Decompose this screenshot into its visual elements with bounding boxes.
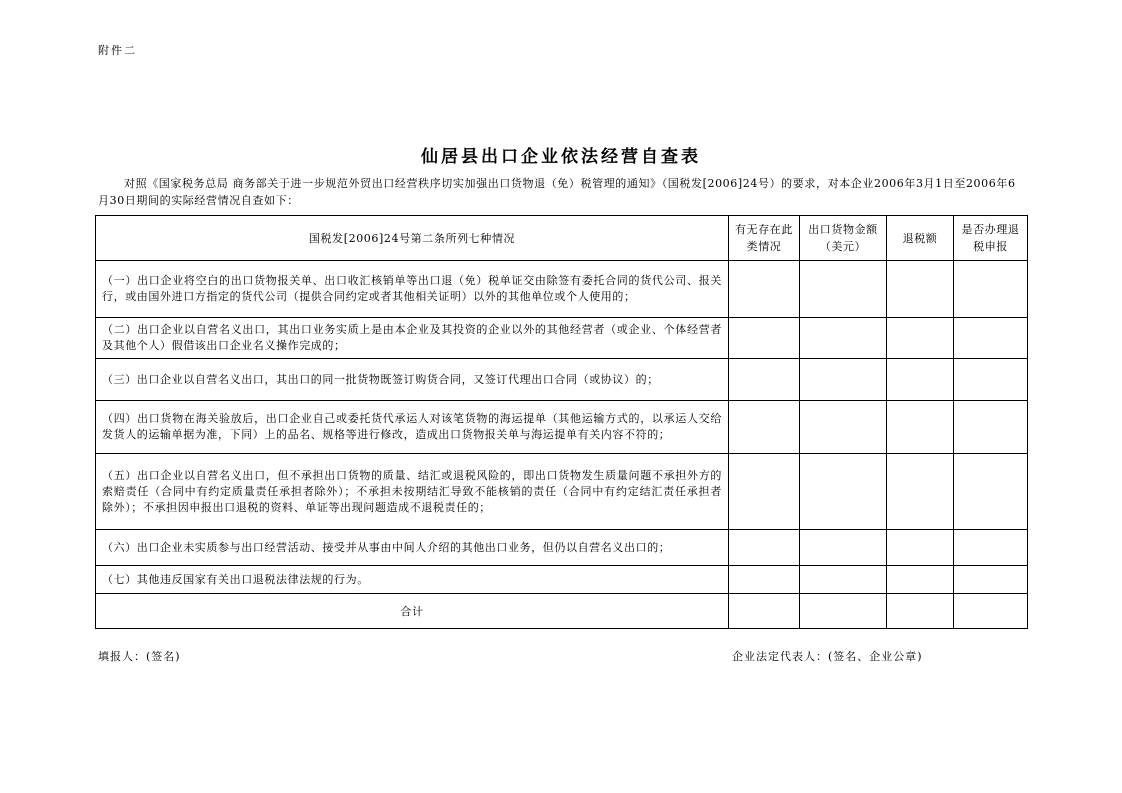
export-amount-cell[interactable]: [800, 454, 887, 530]
header-row: [96, 216, 1028, 261]
exists-cell[interactable]: [729, 454, 800, 530]
refund-amount-cell[interactable]: [887, 401, 954, 454]
export-amount-cell[interactable]: [800, 318, 887, 359]
export-amount-cell[interactable]: [800, 566, 887, 594]
filler-signature: 填报人：(签名): [98, 650, 181, 663]
header-exists: 有无存在此类情况: [729, 216, 800, 261]
refund-amount-cell[interactable]: [887, 359, 954, 401]
refund-amount-cell[interactable]: [887, 261, 954, 318]
refund-declared-cell[interactable]: [954, 454, 1028, 530]
exists-cell[interactable]: [729, 566, 800, 594]
total-export-amount-cell[interactable]: [800, 594, 887, 629]
refund-amount-cell[interactable]: [887, 454, 954, 530]
exists-cell[interactable]: [729, 261, 800, 318]
refund-declared-cell[interactable]: [954, 530, 1028, 566]
refund-amount-cell[interactable]: [887, 530, 954, 566]
header-situation: 国税发[2006]24号第二条所列七种情况: [96, 216, 729, 261]
export-amount-cell[interactable]: [800, 530, 887, 566]
refund-amount-cell[interactable]: [887, 566, 954, 594]
table-row: [96, 530, 1028, 566]
situation-item-4: （四）出口货物在海关验放后，出口企业自己或委托货代承运人对该笔货物的海运提单（其他运输方式的，以承运人交给发货人的运输单据为准，下同）上的品名、规格等进行修改，造成出口货物报关单与海运提单有关内容不符的；: [96, 401, 729, 454]
self-check-table: [95, 215, 1028, 629]
refund-declared-cell[interactable]: [954, 359, 1028, 401]
exists-cell[interactable]: [729, 401, 800, 454]
total-refund-amount-cell[interactable]: [887, 594, 954, 629]
export-amount-cell[interactable]: [800, 261, 887, 318]
situation-item-7: （七）其他违反国家有关出口退税法律法规的行为。: [96, 566, 729, 594]
table-row: [96, 566, 1028, 594]
table-row: [96, 359, 1028, 401]
total-row: [96, 594, 1028, 629]
attachment-label: 附件二: [98, 44, 137, 57]
refund-declared-cell[interactable]: [954, 261, 1028, 318]
export-amount-cell[interactable]: [800, 359, 887, 401]
refund-declared-cell[interactable]: [954, 318, 1028, 359]
refund-declared-cell[interactable]: [954, 566, 1028, 594]
exists-cell[interactable]: [729, 530, 800, 566]
refund-amount-cell[interactable]: [887, 318, 954, 359]
intro-paragraph: 对照《国家税务总局 商务部关于进一步规范外贸出口经营秩序切实加强出口货物退（免）税管理的通知》（国税发[2006]24号）的要求，对本企业2006年3月1日至2006年6月30日期间的实际经营情况自查如下：: [98, 177, 1016, 207]
header-refund-declared: 是否办理退税申报: [954, 216, 1028, 261]
page-title: 仙居县出口企业依法经营自查表: [421, 147, 701, 167]
table-row: [96, 401, 1028, 454]
refund-declared-cell[interactable]: [954, 401, 1028, 454]
situation-item-6: （六）出口企业未实质参与出口经营活动、接受并从事由中间人介绍的其他出口业务，但仍以自营名义出口的；: [96, 530, 729, 566]
total-exists-cell[interactable]: [729, 594, 800, 629]
exists-cell[interactable]: [729, 318, 800, 359]
situation-item-2: （二）出口企业以自营名义出口，其出口业务实质上是由本企业及其投资的企业以外的其他经营者（或企业、个体经营者及其他个人）假借该出口企业名义操作完成的；: [96, 318, 729, 359]
table-row: [96, 454, 1028, 530]
header-refund-amount: 退税额: [887, 216, 954, 261]
export-amount-cell[interactable]: [800, 401, 887, 454]
header-export-amount: 出口货物金额（美元）: [800, 216, 887, 261]
exists-cell[interactable]: [729, 359, 800, 401]
table-row: [96, 261, 1028, 318]
situation-item-5: （五）出口企业以自营名义出口，但不承担出口货物的质量、结汇或退税风险的，即出口货物发生质量问题不承担外方的索赔责任（合同中有约定质量责任承担者除外）；不承担未按期结汇导致不能核销的责任（合同中有约定结汇责任承担者除外）；不承担因申报出口退税的资料、单证等出现问题造成不退税责任的；: [96, 454, 729, 530]
legal-representative-signature: 企业法定代表人：(签名、企业公章): [732, 650, 923, 663]
situation-item-1: （一）出口企业将空白的出口货物报关单、出口收汇核销单等出口退（免）税单证交由除签有委托合同的货代公司、报关行，或由国外进口方指定的货代公司（提供合同约定或者其他相关证明）以外的其他单位或个人使用的；: [96, 261, 729, 318]
total-label: 合计: [96, 594, 729, 629]
situation-item-3: （三）出口企业以自营名义出口，其出口的同一批货物既签订购货合同，又签订代理出口合同（或协议）的；: [96, 359, 729, 401]
table-row: [96, 318, 1028, 359]
total-refund-declared-cell[interactable]: [954, 594, 1028, 629]
